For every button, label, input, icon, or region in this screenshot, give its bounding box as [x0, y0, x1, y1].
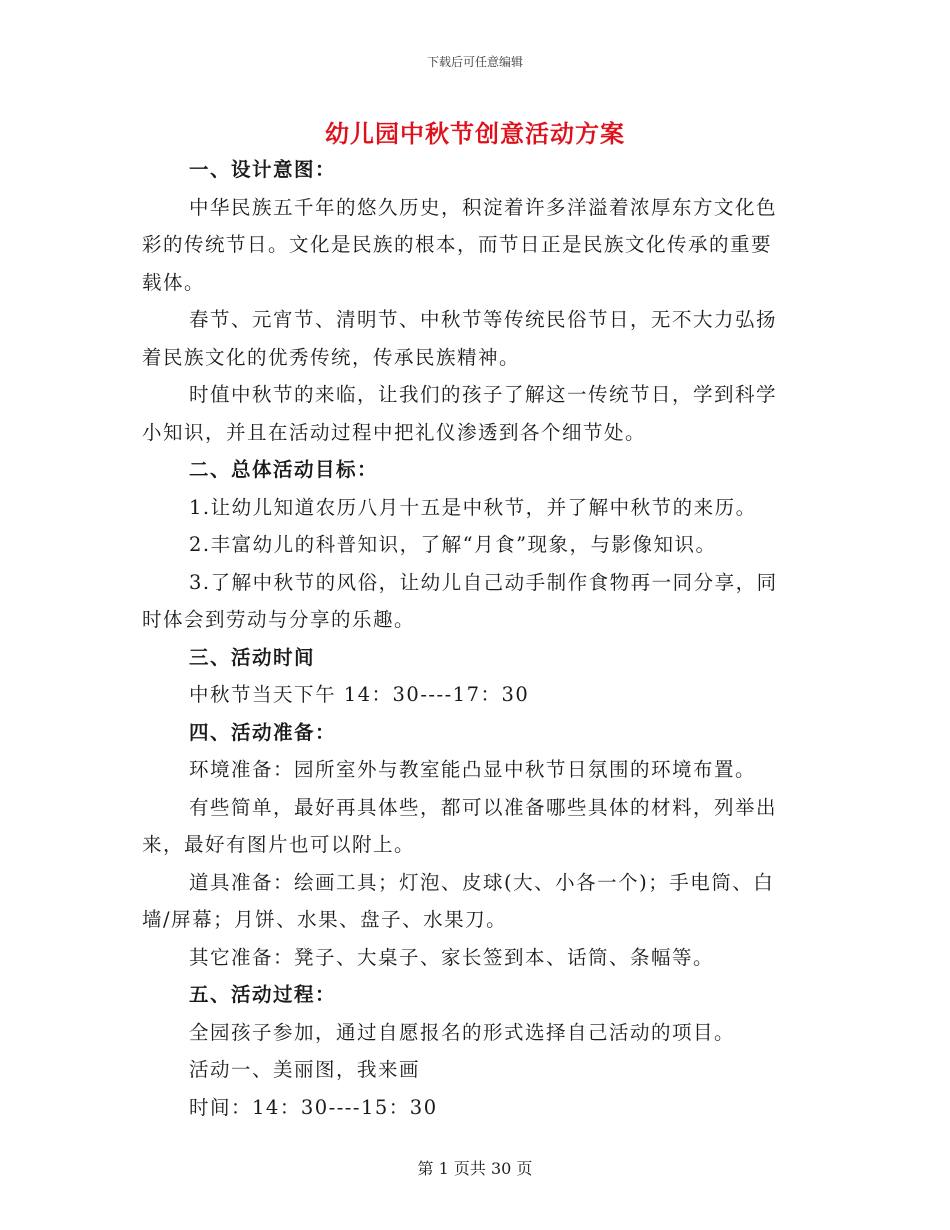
section-heading: 五、活动过程：	[189, 983, 337, 1006]
paragraph-line: 墙/屏幕；月饼、水果、盘子、水果刀。	[142, 908, 508, 931]
paragraph-line: 时体会到劳动与分享的乐趣。	[142, 608, 416, 631]
paragraph-line: 1.让幼儿知道农历八月十五是中秋节，并了解中秋节的来历。	[189, 495, 757, 519]
page-footer: 第 1 页共 30 页	[417, 1159, 533, 1178]
paragraph-line: 彩的传统节日。文化是民族的根本，而节日正是民族文化传承的重要	[142, 233, 773, 256]
paragraph-line: 道具准备：绘画工具；灯泡、皮球(大、小各一个)；手电筒、白	[189, 870, 775, 894]
section-heading: 一、设计意图：	[189, 158, 337, 181]
paragraph-line: 活动一、美丽图，我来画	[189, 1058, 421, 1081]
header-note: 下载后可任意编辑	[426, 55, 523, 69]
section-heading: 三、活动时间	[189, 645, 316, 669]
section-heading: 四、活动准备：	[189, 720, 337, 744]
document-title: 幼儿园中秋节创意活动方案	[325, 119, 625, 148]
paragraph-line: 小知识，并且在活动过程中把礼仪渗透到各个细节处。	[142, 420, 647, 444]
paragraph-line: 着民族文化的优秀传统，传承民族精神。	[142, 345, 521, 369]
paragraph-line: 载体。	[142, 270, 206, 294]
paragraph-line: 3.了解中秋节的风俗，让幼儿自己动手制作食物再一同分享，同	[189, 570, 778, 594]
paragraph-line: 2.丰富幼儿的科普知识，了解“月食”现象，与影像知识。	[189, 533, 717, 556]
paragraph-line: 中秋节当天下午 14：30----17：30	[189, 683, 530, 706]
paragraph-line: 时间：14：30----15：30	[189, 1095, 438, 1119]
paragraph-line: 环境准备：园所室外与教室能凸显中秋节日氛围的环境布置。	[189, 758, 757, 781]
paragraph-line: 其它准备：凳子、大桌子、家长签到本、话筒、条幅等。	[189, 945, 715, 969]
paragraph-line: 有些简单，最好再具体些，都可以准备哪些具体的材料，列举出	[189, 795, 778, 819]
paragraph-line: 春节、元宵节、清明节、中秋节等传统民俗节日，无不大力弘扬	[189, 308, 778, 331]
section-heading: 二、总体活动目标：	[189, 458, 379, 481]
paragraph-line: 中华民族五千年的悠久历史，积淀着许多洋溢着浓厚东方文化色	[189, 195, 778, 219]
paragraph-line: 全园孩子参加，通过自愿报名的形式选择自己活动的项目。	[189, 1020, 736, 1044]
paragraph-line: 时值中秋节的来临，让我们的孩子了解这一传统节日，学到科学	[189, 383, 778, 406]
paragraph-line: 来，最好有图片也可以附上。	[142, 833, 416, 856]
document-body	[142, 151, 798, 1126]
